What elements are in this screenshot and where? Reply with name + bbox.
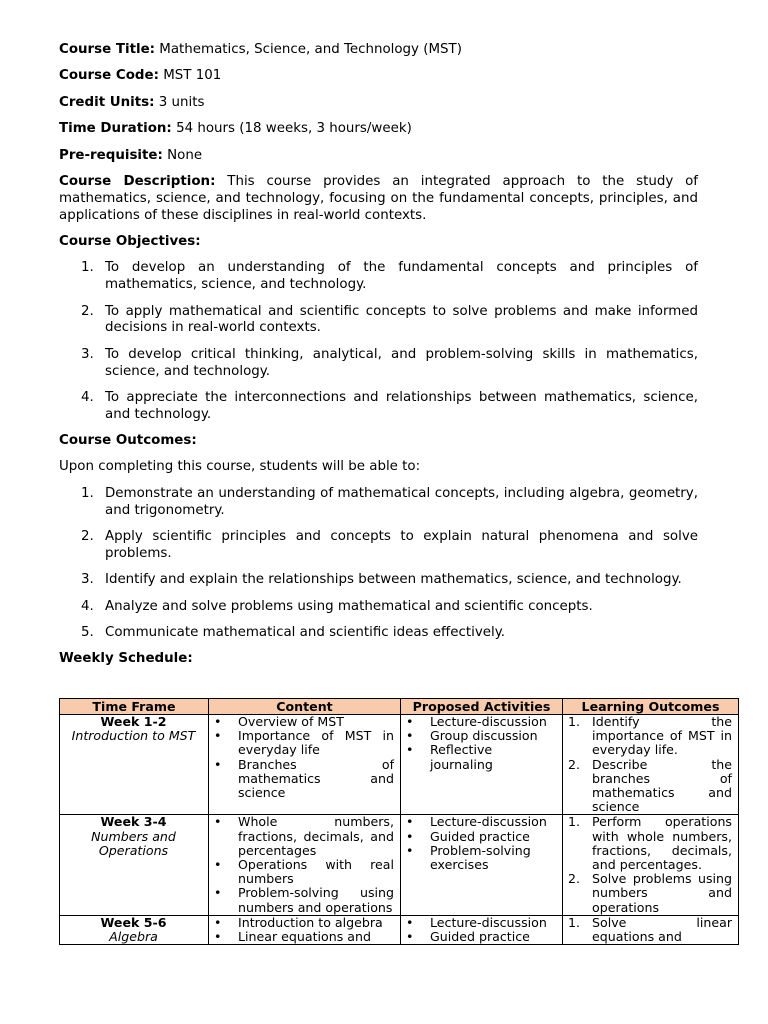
bullet: • (214, 814, 222, 830)
list-item: • Guided practice (406, 929, 530, 945)
learning-outcomes-cell (563, 915, 739, 944)
outcome-number: 3. (81, 572, 94, 588)
week-topic: Introduction to MST (71, 728, 196, 744)
credit-units-field (59, 95, 698, 112)
objective-item (59, 390, 698, 424)
list-item: 1. Solve linear equations and (568, 914, 732, 945)
list-item: • Problem-solving exercises (406, 842, 531, 873)
bullet: • (214, 929, 222, 945)
week-label: Week 5-6 (100, 914, 167, 930)
course-code-label: Course Code: (59, 68, 159, 84)
time-frame-cell (60, 715, 209, 815)
objective-item (59, 347, 698, 381)
time-duration-value: 54 hours (18 weeks, 3 hours/week) (176, 121, 412, 137)
bullet: • (214, 857, 222, 873)
list-item: 1. Identify the importance of MST in everyday life. (568, 714, 732, 758)
outcomes-intro: Upon completing this course, students will be able to: (59, 459, 421, 475)
credit-units-value: 3 units (158, 94, 205, 110)
bullet: • (214, 756, 222, 772)
list-item: 2. Describe the branches of mathematics and science (568, 756, 732, 815)
objective-number: 3. (81, 346, 94, 362)
objective-item (59, 304, 698, 338)
list-item: • Lecture-discussion (406, 914, 547, 930)
objective-text: To apply mathematical and scientific concepts to solve problems and make informed decisions in real-world contexts. (105, 303, 698, 336)
learning-outcomes-cell (563, 715, 739, 815)
prerequisite-label: Pre-requisite: (59, 147, 163, 163)
list-item: • Introduction to algebra (214, 914, 383, 930)
content-cell (209, 715, 401, 815)
time-duration-field (59, 121, 698, 138)
objective-number: 2. (81, 303, 94, 319)
bullet: • (214, 714, 222, 729)
outcome-text: Identify and explain the relationships between mathematics, science, and technology. (105, 572, 682, 588)
time-frame-cell (60, 815, 209, 915)
bullet: • (214, 914, 222, 930)
course-description-value: This course provides an integrated approach to the study of mathematics, science, and technology, focusing on the fundamental concepts, principles, and applications of these disciplines in real-world contexts. (59, 173, 699, 223)
outcome-text: Communicate mathematical and scientific ideas effectively. (105, 625, 505, 641)
list-item: • Group discussion (406, 728, 538, 744)
objective-text: To develop an understanding of the fundamental concepts and principles of mathematics, science, and technology. (105, 260, 698, 293)
prerequisite-field (59, 148, 698, 165)
column-header-content: Content (209, 699, 401, 715)
credit-units-label: Credit Units: (59, 94, 155, 110)
activities-cell (401, 815, 563, 915)
table-row (60, 815, 739, 915)
list-item: • Problem-solving using numbers and operations (214, 885, 394, 915)
list-item: • Overview of MST (214, 714, 344, 729)
course-code-field (59, 68, 698, 85)
time-frame-cell (60, 915, 209, 944)
list-item: • Lecture-discussion (406, 814, 547, 830)
table-row (60, 915, 739, 944)
learning-outcomes-cell (563, 815, 739, 915)
course-code-value: MST 101 (163, 68, 222, 84)
bullet: • (406, 929, 414, 945)
week-topic: Algebra (109, 929, 158, 945)
column-header-activities: Proposed Activities (401, 699, 563, 715)
table-header-row (60, 699, 739, 715)
objective-text: To appreciate the interconnections and relationships between mathematics, science, and technology. (105, 389, 698, 422)
column-header-time-frame: Time Frame (60, 699, 209, 715)
outcomes-heading: Course Outcomes: (59, 433, 197, 449)
activities-cell (401, 915, 563, 944)
outcome-number: 1. (81, 485, 94, 501)
bullet: • (214, 885, 222, 901)
column-header-learning-outcomes: Learning Outcomes (563, 699, 739, 715)
list-item: • Reflective journaling (406, 742, 493, 772)
bullet: • (406, 828, 414, 844)
outcome-number: 5. (81, 625, 94, 641)
objectives-list (59, 260, 698, 423)
content-cell (209, 915, 401, 944)
list-item: 2. Solve problems using numbers and operations (568, 871, 732, 915)
table-row (60, 715, 739, 815)
week-label: Week 3-4 (100, 814, 167, 830)
outcome-number: 2. (81, 529, 94, 545)
weekly-schedule-heading: Weekly Schedule: (59, 651, 193, 667)
objective-text: To develop critical thinking, analytical, and problem-solving skills in mathematics, science, and technology. (105, 346, 698, 379)
course-title-label: Course Title: (59, 42, 156, 57)
course-description (59, 174, 698, 224)
week-label: Week 1-2 (100, 714, 167, 729)
bullet: • (406, 742, 414, 758)
outcome-text: Apply scientific principles and concepts to explain natural phenomena and solve problems. (105, 529, 698, 561)
objective-number: 1. (81, 260, 94, 276)
list-item: • Operations with real numbers (214, 857, 394, 887)
outcome-item (59, 625, 698, 642)
bullet: • (406, 842, 414, 858)
bullet: • (214, 728, 222, 744)
list-item: • Importance of MST in everyday life (214, 728, 394, 758)
bullet: • (406, 814, 414, 830)
list-item: • Branches of mathematics and science (214, 756, 394, 801)
outcome-text: Analyze and solve problems using mathematical and scientific concepts. (105, 598, 593, 614)
outcome-text: Demonstrate an understanding of mathematical concepts, including algebra, geometry, and trigonometry. (105, 485, 698, 518)
document-body (59, 42, 698, 678)
weekly-schedule-table (59, 698, 739, 945)
outcome-item (59, 529, 698, 563)
bullet: • (406, 714, 414, 729)
outcomes-list (59, 486, 698, 642)
bullet: • (406, 728, 414, 744)
objective-number: 4. (81, 389, 94, 405)
objectives-heading: Course Objectives: (59, 233, 201, 249)
list-item: • Lecture-discussion (406, 714, 547, 729)
list-item: 1. Perform operations with whole numbers, fractions, decimals, and percentages. (568, 814, 732, 873)
course-description-label: Course Description: (59, 173, 216, 189)
activities-cell (401, 715, 563, 815)
outcome-item (59, 486, 698, 520)
list-item: • Whole numbers, fractions, decimals, and percentages (214, 814, 394, 858)
content-cell (209, 815, 401, 915)
outcome-number: 4. (81, 598, 94, 614)
list-item: • Linear equations and (214, 929, 371, 945)
bullet: • (406, 914, 414, 930)
time-duration-label: Time Duration: (59, 121, 172, 137)
prerequisite-value: None (167, 147, 203, 163)
objective-item (59, 260, 698, 294)
outcome-item (59, 599, 698, 616)
course-title-value: Mathematics, Science, and Technology (MST) (159, 42, 462, 57)
outcome-item (59, 572, 698, 589)
list-item: • Guided practice (406, 828, 530, 844)
week-topic: Numbers and Operations (91, 828, 176, 858)
course-title-field (59, 42, 698, 59)
